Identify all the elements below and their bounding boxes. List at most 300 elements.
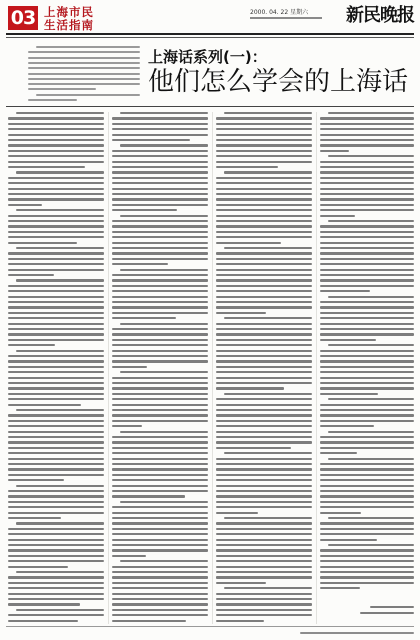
body-text-line (16, 112, 104, 114)
body-text-line (320, 528, 414, 530)
body-text-line (112, 425, 142, 427)
body-text-line (216, 609, 312, 611)
body-text-line (112, 360, 208, 362)
body-text-line (112, 458, 208, 460)
body-text-line (120, 323, 208, 325)
body-text-line (216, 420, 312, 422)
body-text-line (8, 344, 55, 346)
body-text-line (8, 139, 104, 141)
body-text-line (112, 452, 208, 454)
body-text-line (320, 501, 414, 503)
dateline: 2000. 04. 22 星期六 (250, 9, 309, 16)
body-text-line (8, 614, 104, 616)
body-text-line (112, 566, 208, 568)
body-text-line (216, 463, 312, 465)
body-text-line (112, 290, 208, 292)
body-text-line (120, 371, 208, 373)
body-text-line (320, 495, 414, 497)
body-text-line (16, 409, 104, 411)
body-text-line (216, 220, 312, 222)
body-text-line (216, 425, 312, 427)
body-text-line (216, 371, 312, 373)
body-text-line (8, 436, 104, 438)
body-text-line (216, 225, 312, 227)
body-text-line (216, 431, 312, 433)
body-text-line (112, 544, 208, 546)
body-text-line (8, 506, 104, 508)
body-text-line (320, 301, 414, 303)
body-text-line (120, 560, 208, 562)
body-text-line (112, 139, 190, 141)
body-text-line (328, 155, 414, 157)
body-text-line (8, 528, 104, 530)
body-text-line (216, 263, 312, 265)
body-text-line (112, 296, 208, 298)
body-text-line (216, 328, 312, 330)
body-text-line (112, 571, 208, 573)
body-text-line (8, 560, 104, 562)
body-text-line (16, 350, 104, 352)
body-text-line (112, 225, 208, 227)
body-text-line (112, 263, 168, 265)
body-text-line (320, 171, 414, 173)
body-text-line (216, 252, 312, 254)
body-text-line (8, 549, 104, 551)
body-text-line (224, 393, 312, 395)
body-text-line (112, 382, 208, 384)
body-text-line (8, 447, 104, 449)
body-text-line (216, 215, 312, 217)
body-text-line (8, 182, 104, 184)
body-text-line (8, 593, 104, 595)
body-text-line (8, 252, 104, 254)
body-text-line (216, 198, 312, 200)
body-text-line (320, 420, 414, 422)
body-text-line (112, 220, 208, 222)
body-text-line (320, 490, 414, 492)
masthead-logo: 新民晚报 (346, 5, 414, 26)
body-text-line (216, 576, 312, 578)
article-byline (360, 604, 414, 616)
body-text-line (8, 355, 104, 357)
body-text-line (112, 614, 208, 616)
body-text-line (112, 279, 208, 281)
body-text-line (8, 134, 104, 136)
body-text-line (8, 274, 54, 276)
editor-credit-line (250, 17, 322, 19)
body-text-line (320, 269, 414, 271)
body-text-line (8, 312, 104, 314)
body-text-line (112, 344, 208, 346)
body-text-line (112, 441, 208, 443)
body-text-line (216, 598, 312, 600)
body-text-line (8, 452, 104, 454)
body-text-line (320, 279, 414, 281)
body-text-line (216, 495, 312, 497)
body-text-line (8, 517, 61, 519)
body-text-line (112, 150, 208, 152)
body-text-line (8, 495, 104, 497)
body-text-line (112, 350, 208, 352)
body-text-line (320, 166, 414, 168)
body-text-line (320, 447, 414, 449)
body-text-line (8, 576, 104, 578)
body-text-line (216, 236, 312, 238)
body-text-line (28, 51, 140, 53)
body-text-line (112, 555, 146, 557)
body-text-line (216, 323, 312, 325)
body-text-line (112, 306, 208, 308)
body-text-line (112, 474, 208, 476)
body-text-line (8, 420, 104, 422)
body-text-line (112, 582, 208, 584)
body-text-line (224, 317, 312, 319)
body-text-line (320, 539, 377, 541)
article-column-2 (112, 112, 208, 626)
body-text-line (8, 220, 104, 222)
page-number: 03 (8, 6, 38, 30)
body-text-line (112, 236, 208, 238)
body-text-line (216, 161, 312, 163)
body-text-line (320, 522, 414, 524)
column-divider (212, 112, 213, 624)
body-text-line (112, 522, 208, 524)
body-text-line (216, 339, 312, 341)
body-text-line (112, 576, 208, 578)
body-text-line (216, 360, 312, 362)
body-text-line (8, 490, 104, 492)
body-text-line (216, 485, 312, 487)
body-text-line (216, 382, 312, 384)
body-text-line (112, 377, 208, 379)
body-text-line (216, 593, 312, 595)
body-text-line (216, 290, 312, 292)
body-text-line (8, 155, 104, 157)
body-text-line (112, 274, 208, 276)
body-text-line (16, 485, 104, 487)
body-text-line (112, 171, 208, 173)
body-text-line (112, 609, 208, 611)
body-text-line (320, 317, 414, 319)
body-text-line (8, 431, 104, 433)
body-text-line (216, 188, 312, 190)
body-text-line (28, 99, 77, 101)
body-text-line (216, 560, 312, 562)
body-text-line (224, 587, 312, 589)
body-text-line (112, 366, 147, 368)
body-text-line (112, 317, 176, 319)
body-text-line (328, 517, 414, 519)
body-text-line (216, 279, 312, 281)
body-text-line (216, 458, 312, 460)
body-text-line (320, 533, 414, 535)
body-text-line (320, 441, 414, 443)
body-text-line (120, 215, 208, 217)
body-text-line (28, 83, 140, 85)
body-text-line (16, 609, 104, 611)
body-text-line (320, 506, 414, 508)
body-text-line (112, 193, 208, 195)
body-text-line (8, 193, 104, 195)
body-text-line (216, 603, 312, 605)
body-text-line (320, 339, 376, 341)
body-text-line (320, 209, 414, 211)
body-text-line (224, 517, 312, 519)
body-text-line (328, 296, 414, 298)
body-text-line (8, 128, 104, 130)
body-text-line (8, 468, 104, 470)
body-text-line (320, 215, 355, 217)
body-text-line (224, 452, 312, 454)
body-text-line (112, 398, 208, 400)
body-text-line (328, 220, 414, 222)
body-text-line (120, 112, 208, 114)
body-text-line (328, 344, 414, 346)
body-text-line (216, 296, 312, 298)
section-title-line1: 上海市民 (44, 5, 94, 19)
body-text-line (320, 150, 349, 152)
body-text-line (320, 582, 414, 584)
body-text-line (320, 382, 414, 384)
body-text-line (112, 355, 208, 357)
body-text-line (328, 544, 414, 546)
body-text-line (36, 94, 140, 96)
body-text-line (8, 323, 104, 325)
article-column-1 (8, 112, 104, 626)
article-column-3 (216, 112, 312, 626)
body-text-line (8, 512, 104, 514)
body-text-line (320, 485, 414, 487)
body-text-line (216, 155, 312, 157)
body-text-line (320, 425, 374, 427)
body-text-line (216, 490, 312, 492)
body-text-line (16, 209, 104, 211)
body-text-line (320, 377, 414, 379)
body-text-line (216, 479, 312, 481)
body-text-line (112, 490, 208, 492)
body-text-line (320, 560, 414, 562)
body-text-line (16, 279, 104, 281)
body-text-line (320, 258, 414, 260)
body-text-line (112, 598, 208, 600)
body-text-line (320, 182, 414, 184)
body-text-line (320, 312, 414, 314)
body-text-line (216, 166, 278, 168)
body-text-line (8, 582, 104, 584)
body-text-line (112, 339, 208, 341)
body-text-line (112, 155, 208, 157)
body-text-line (320, 512, 361, 514)
body-text-line (216, 134, 312, 136)
body-text-line (216, 306, 312, 308)
body-text-line (320, 188, 414, 190)
body-text-line (8, 236, 104, 238)
body-text-line (112, 420, 208, 422)
body-text-line (320, 193, 414, 195)
body-text-line (8, 150, 104, 152)
body-text-line (320, 274, 414, 276)
body-text-line (320, 204, 414, 206)
body-text-line (320, 285, 414, 287)
body-text-line (8, 393, 104, 395)
body-text-line (320, 333, 414, 335)
body-text-line (8, 620, 78, 622)
body-text-line (28, 57, 140, 59)
headline-kicker: 上海话系列(一)： (148, 48, 267, 66)
body-text-line (8, 479, 64, 481)
body-text-line (216, 387, 284, 389)
body-text-line (216, 350, 312, 352)
body-text-line (216, 533, 312, 535)
body-text-line (320, 404, 414, 406)
body-text-line (28, 67, 140, 69)
body-text-line (8, 544, 104, 546)
body-text-line (112, 620, 186, 622)
body-text-line (216, 344, 312, 346)
body-text-line (112, 128, 208, 130)
body-text-line (224, 247, 312, 249)
body-text-line (8, 566, 68, 568)
body-text-line (120, 144, 208, 146)
body-text-line (216, 377, 312, 379)
body-text-line (216, 555, 312, 557)
body-text-line (8, 366, 104, 368)
body-text-line (216, 269, 312, 271)
body-text-line (216, 441, 312, 443)
article-column-4 (320, 112, 414, 596)
body-text-line (120, 269, 208, 271)
body-text-line (112, 512, 208, 514)
body-text-line (120, 431, 208, 433)
body-text-line (112, 414, 208, 416)
body-text-line (8, 285, 104, 287)
body-text-line (320, 468, 414, 470)
body-text-line (216, 468, 312, 470)
body-text-line (8, 188, 104, 190)
body-text-line (8, 387, 104, 389)
body-text-line (320, 123, 414, 125)
body-text-line (320, 328, 414, 330)
body-text-line (216, 398, 312, 400)
body-text-line (8, 328, 104, 330)
body-text-line (8, 123, 104, 125)
body-text-line (216, 414, 312, 416)
body-text-line (112, 123, 208, 125)
body-text-line (112, 404, 208, 406)
body-text-line (328, 458, 414, 460)
body-text-line (112, 177, 208, 179)
body-text-line (216, 139, 312, 141)
body-text-line (216, 512, 258, 514)
body-text-line (320, 479, 414, 481)
body-text-line (216, 209, 312, 211)
body-text-line (320, 566, 414, 568)
body-text-line (8, 339, 104, 341)
body-text-line (320, 198, 414, 200)
body-text-line (216, 506, 312, 508)
byline-line (360, 612, 414, 614)
body-text-line (216, 566, 312, 568)
body-text-line (8, 231, 104, 233)
body-text-line (8, 360, 104, 362)
body-text-line (320, 355, 414, 357)
body-text-line (216, 128, 312, 130)
body-text-line (216, 242, 281, 244)
body-text-line (320, 242, 414, 244)
body-text-line (8, 269, 104, 271)
body-text-line (8, 117, 104, 119)
body-text-line (112, 252, 208, 254)
body-text-line (320, 117, 414, 119)
body-text-line (224, 171, 312, 173)
body-text-line (112, 242, 208, 244)
body-text-line (28, 88, 96, 90)
body-text-line (320, 306, 414, 308)
body-text-line (8, 258, 104, 260)
body-text-line (216, 333, 312, 335)
body-text-line (120, 501, 208, 503)
body-text-line (320, 409, 414, 411)
body-text-line (216, 474, 312, 476)
body-text-line (216, 182, 312, 184)
body-text-line (112, 533, 208, 535)
body-text-line (216, 231, 312, 233)
body-text-line (320, 576, 414, 578)
body-text-line (320, 177, 414, 179)
body-text-line (216, 409, 312, 411)
body-text-line (216, 447, 291, 449)
body-text-line (320, 414, 414, 416)
body-text-line (320, 366, 414, 368)
body-text-line (320, 371, 414, 373)
body-text-line (8, 371, 104, 373)
body-text-line (8, 441, 104, 443)
body-text-line (320, 263, 414, 265)
body-text-line (320, 549, 414, 551)
body-text-line (320, 236, 414, 238)
body-text-line (320, 452, 357, 454)
body-text-line (216, 285, 312, 287)
body-text-line (216, 522, 312, 524)
body-text-line (8, 474, 104, 476)
body-text-line (112, 301, 208, 303)
body-text-line (216, 177, 312, 179)
footer-rule (6, 626, 414, 627)
body-text-line (216, 539, 312, 541)
body-text-line (320, 231, 414, 233)
body-text-line (328, 431, 414, 433)
body-text-line (320, 225, 414, 227)
body-text-line (216, 312, 266, 314)
body-text-line (8, 144, 104, 146)
body-text-line (112, 312, 208, 314)
body-text-line (112, 463, 208, 465)
body-text-line (8, 290, 104, 292)
body-text-line (216, 258, 312, 260)
body-text-line (216, 614, 312, 616)
body-text-line (16, 171, 104, 173)
body-text-line (320, 134, 414, 136)
page-footer-credits (300, 630, 414, 636)
body-text-line (112, 539, 208, 541)
body-text-line (8, 317, 104, 319)
intro-paragraph (28, 46, 140, 104)
body-text-line (112, 528, 208, 530)
column-divider (108, 112, 109, 624)
body-text-line (320, 555, 414, 557)
body-text-line (216, 150, 312, 152)
body-text-line (216, 436, 312, 438)
